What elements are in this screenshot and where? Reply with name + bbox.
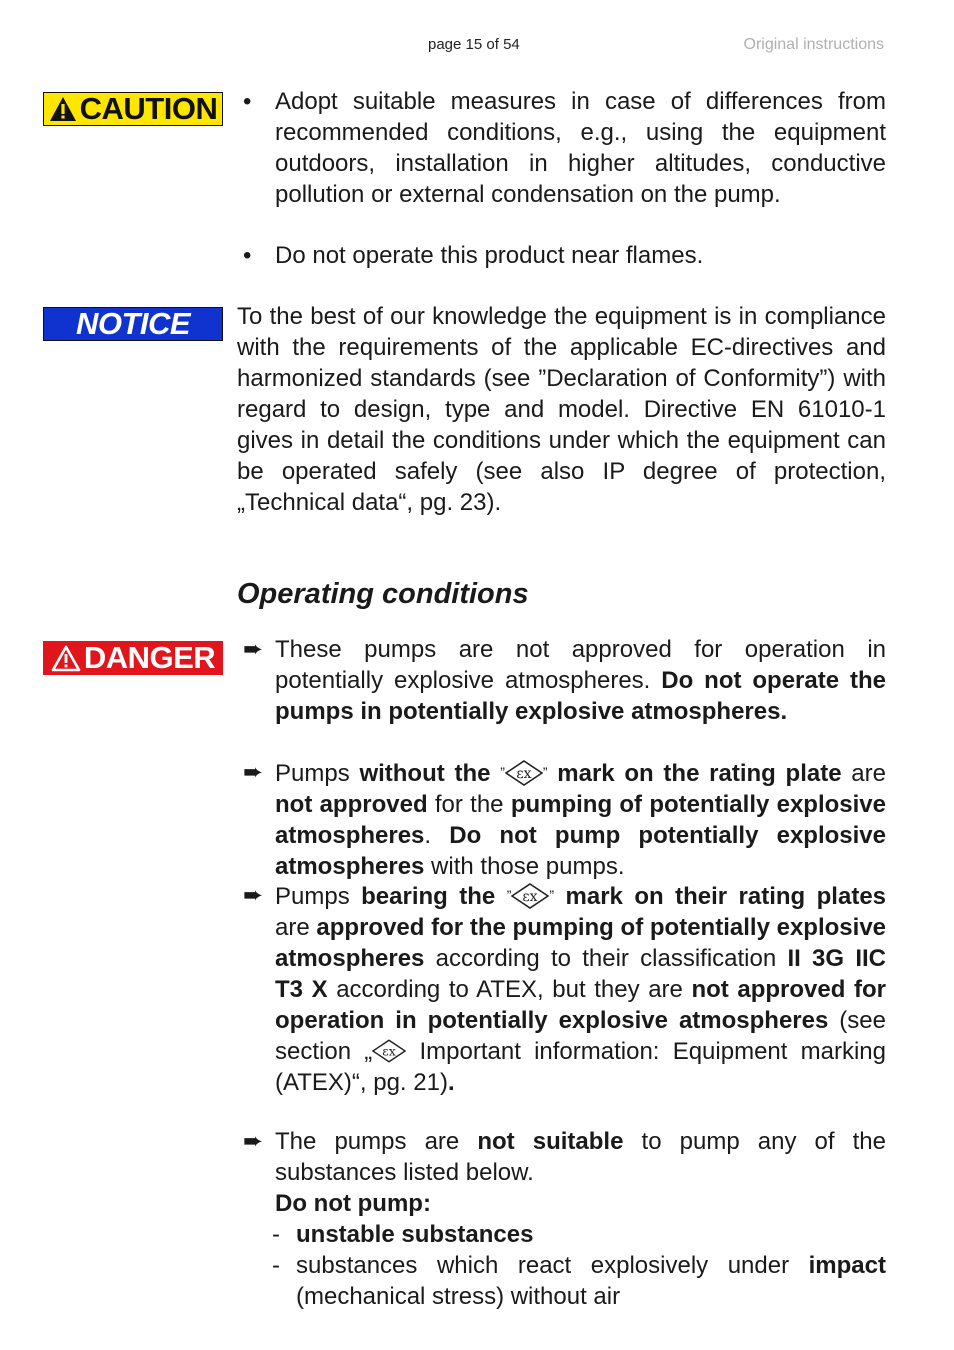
text-run: to pump any of the substances listed below. [275,1128,886,1186]
do-not-pump-heading: Do not pump: [275,1190,431,1217]
ex-atex-icon [511,883,549,909]
arrow-icon: ➨ [243,759,264,786]
text-run: II 3G IIC T3 X [275,945,886,1003]
quote-mark: ” [506,887,512,903]
text-run: Do not pump potentially explosive atmospheres [275,822,887,880]
text-run: mark on the rating plate [557,760,842,787]
text-run: mark on their rating plates [565,883,887,910]
text-run: are [841,760,886,787]
text-run: The pumps are [275,1128,478,1155]
caution-item-1: Adopt suitable measures in case of differences from recommended conditions, e.g., using the equipment outdoors, installation in higher altitudes, conductive pollution or external condensation on the pump. [275,88,886,208]
danger-label: DANGER [83,640,216,675]
quote-mark: ” [542,764,548,780]
ex-atex-icon [505,760,543,786]
list-item-2 [296,1250,886,1312]
notice-badge [43,307,223,341]
quote-mark: ” [549,887,555,903]
svg-text:εx: εx [522,889,538,905]
danger-paragraph-2 [275,757,886,882]
text-run: Pumps [275,760,360,787]
text-run: not suitable [477,1128,624,1155]
document-label: Original instructions [743,36,884,53]
text-run: (see section „ [275,1007,886,1065]
danger-badge [43,641,223,675]
danger-paragraph-3 [275,880,886,1098]
text-run: bearing the [361,883,496,910]
text-run: with those pumps. [424,853,625,880]
text-run: . [447,1069,455,1096]
bullet: • [243,88,252,115]
text-run: substances which react explosively under [296,1252,809,1279]
text-run: pumping of potentially explosive atmospheres [275,791,886,849]
section-title: Operating conditions [237,578,529,610]
arrow-icon: ➨ [243,1128,264,1155]
text-run: approved for the pumping of potentially explosive atmospheres [275,914,887,972]
warning-triangle-icon [49,96,77,122]
danger-paragraph-1 [275,634,886,727]
list-dash: - [272,1252,280,1279]
text-run: Do not operate the pumps in potentially explosive atmospheres. [275,667,886,725]
arrow-icon: ➨ [243,882,264,909]
text-run: according to their classification [424,945,788,972]
caution-label: CAUTION [79,91,218,126]
notice-label: NOTICE [75,306,191,341]
text-run: without the [359,760,491,787]
text-run: These pumps are not approved for operation in potentially explosive atmospheres. [275,636,886,694]
svg-text:εx: εx [516,766,532,782]
quote-mark: ” [500,764,505,780]
text-run: according to ATEX, but they are [327,976,692,1003]
notice-paragraph: To the best of our knowledge the equipment is in compliance with the requirements of the applicable EC-directives and harmonized standards (see ”Declaration of Conformity”) with regard to design, type and model. Directive EN 61010-1 gives in detail the conditions under which the equipment can be operated safely (see also IP degree of protection, „Technical data“, pg. 23). [237,303,886,516]
text-run: impact [808,1252,886,1279]
text-run: (mechanical stress) without air [296,1283,621,1310]
caution-item-2: Do not operate this product near flames. [275,242,704,269]
warning-triangle-icon [51,645,81,672]
caution-badge [43,92,223,126]
list-item-1: unstable substances [296,1221,534,1248]
svg-text:εx: εx [382,1043,397,1059]
text-run: for the [427,791,511,818]
list-dash: - [272,1221,280,1248]
text-run: Important information: Equipment marking (ATEX)“, pg. 21) [275,1038,887,1096]
danger-paragraph-4 [275,1126,886,1188]
text-run: Pumps [275,883,362,910]
text-run: are [275,914,317,941]
page-number: page 15 of 54 [428,36,520,53]
bullet: • [243,242,252,269]
text-run: not approved for operation in potentially explosive atmospheres [275,976,886,1034]
text-run: not approved [275,791,428,818]
arrow-icon: ➨ [243,636,264,663]
text-run: . [424,822,450,849]
ex-atex-icon [372,1038,406,1064]
